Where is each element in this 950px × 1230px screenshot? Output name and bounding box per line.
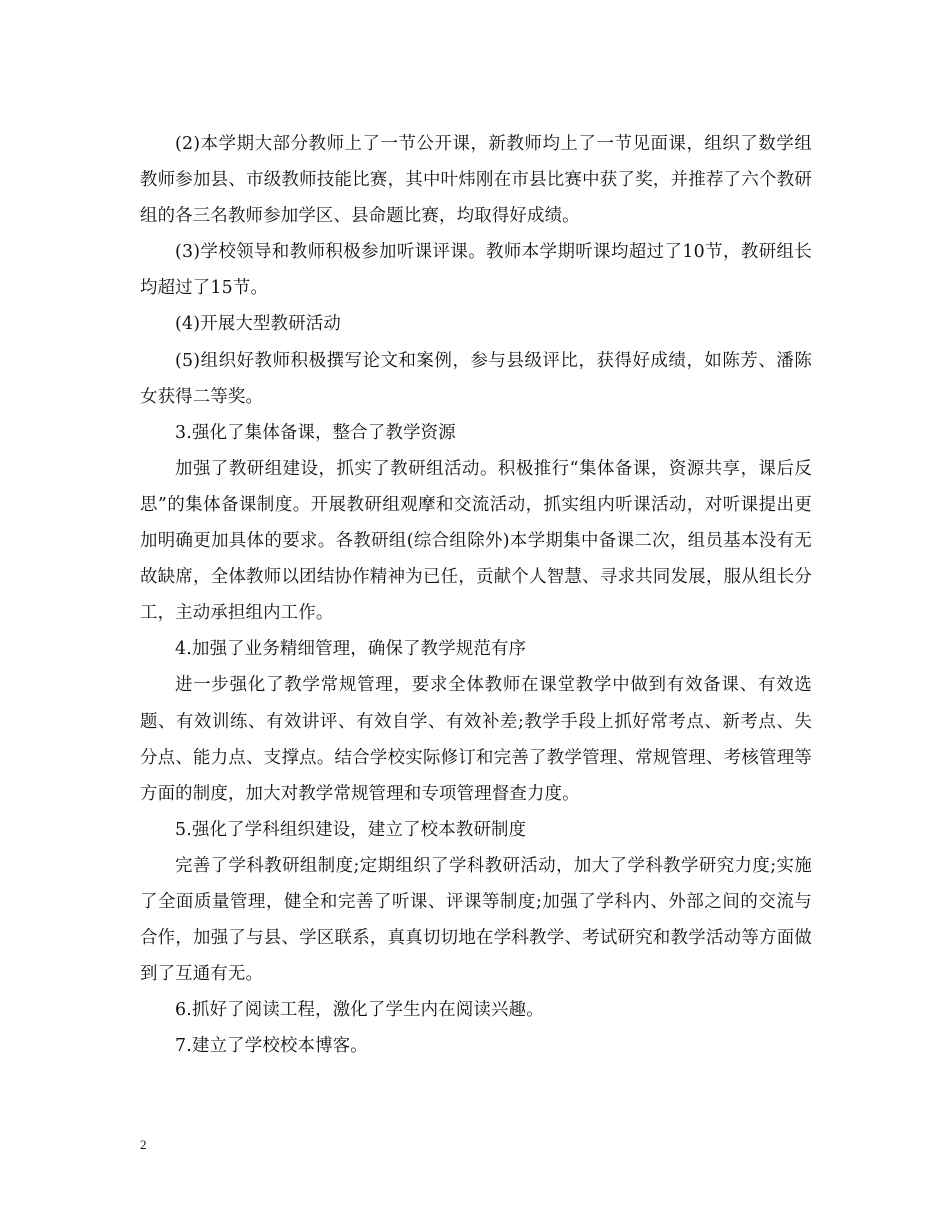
heading-subject-organization: 5.强化了学科组织建设，建立了校本教研制度 (175, 819, 527, 840)
heading-fine-management: 4.加强了业务精细管理，确保了教学规范有序 (175, 639, 527, 660)
paragraph-research-activities: (4)开展大型教研活动 (175, 314, 341, 335)
paragraph-papers-and-cases: (5)组织好教师积极撰写论文和案例，参与县级评比，获得好成绩，如陈芳、潘陈女获得二等奖。 (140, 350, 812, 407)
paragraph-lesson-observation: (3)学校领导和教师积极参加听课评课。教师本学期听课均超过了10节，教研组长均超过了15节。 (140, 242, 812, 299)
paragraph-collective-lesson-prep: 加强了教研组建设，抓实了教研组活动。积极推行“集体备课，资源共享，课后反思”的集体备课制度。开展教研组观摩和交流活动，抓实组内听课活动，对听课提出更加明确更加具体的要求。各教研组(综合组除外)本学期集中备课二次，组员基本没有无故缺席，全体教师以团结协作精神为已任，贡献个人智慧、寻求共同发展，服从组长分工，主动承担组内工作。 (140, 458, 812, 624)
paragraph-reading-project: 6.抓好了阅读工程，激化了学生内在阅读兴趣。 (175, 1000, 544, 1021)
paragraph-fine-management: 进一步强化了教学常规管理，要求全体教师在课堂教学中做到有效备课、有效选题、有效训练、有效讲评、有效自学、有效补差;教学手段上抓好常考点、新考点、失分点、能力点、支撑点。结合学校实际修订和完善了教学管理、常规管理、考核管理等方面的制度，加大对教学常规管理和专项管理督查力度。 (140, 675, 812, 804)
paragraph-school-blog: 7.建立了学校校本博客。 (175, 1036, 368, 1057)
heading-collective-lesson-prep: 3.强化了集体备课，整合了教学资源 (175, 422, 456, 443)
document-body (140, 126, 812, 1064)
page-number: 2 (140, 1137, 147, 1152)
paragraph-open-classes: (2)本学期大部分教师上了一节公开课，新教师均上了一节见面课，组织了数学组教师参加县、市级教师技能比赛，其中叶炜刚在市县比赛中获了奖，并推荐了六个教研组的各三名教师参加学区、县命题比赛，均取得好成绩。 (140, 134, 812, 227)
paragraph-subject-organization: 完善了学科教研组制度;定期组织了学科教研活动，加大了学科教学研究力度;实施了全面质量管理，健全和完善了听课、评课等制度;加强了学科内、外部之间的交流与合作，加强了与县、学区联系，真真切切地在学科教学、考试研究和教学活动等方面做到了互通有无。 (140, 855, 812, 985)
